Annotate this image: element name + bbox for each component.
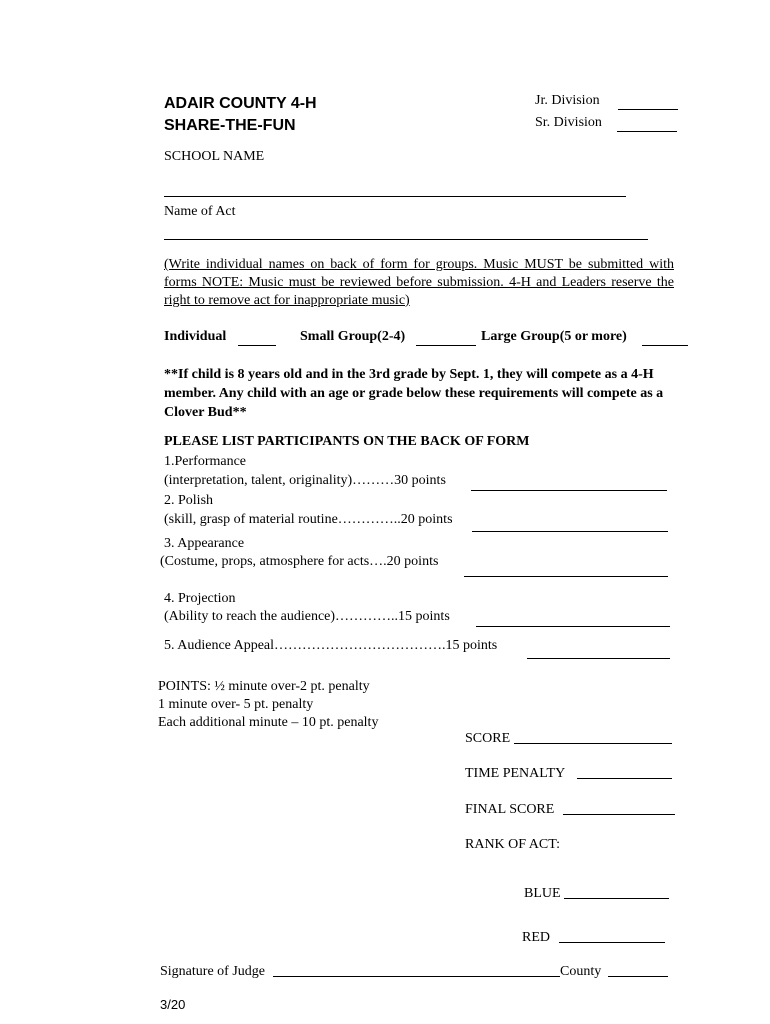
criteria-2-detail: (skill, grasp of material routine…………..20 points — [164, 512, 453, 527]
individual-label: Individual — [164, 329, 227, 344]
revision-date: 3/20 — [160, 997, 186, 1012]
criteria-5-score-field[interactable] — [527, 658, 670, 659]
criteria-4-title: 4. Projection — [164, 591, 236, 606]
small-group-label: Small Group(2-4) — [300, 329, 406, 344]
red-field[interactable] — [559, 942, 665, 943]
judge-signature-field[interactable] — [273, 976, 560, 977]
score-field[interactable] — [514, 743, 672, 744]
age-rule-text: **If child is 8 years old and in the 3rd grade by Sept. 1, they will compete as a 4-H member. Any child with an age or grade below these requirements will compete as a Clover Bud** — [164, 367, 664, 420]
participants-heading: PLEASE LIST PARTICIPANTS ON THE BACK OF FORM — [164, 434, 530, 449]
criteria-1-title: 1.Performance — [164, 454, 247, 469]
large-group-blank[interactable] — [642, 345, 688, 346]
criteria-5-title: 5. Audience Appeal……………………………….15 points — [164, 638, 498, 653]
criteria-4-detail: (Ability to reach the audience)…………..15 points — [164, 609, 450, 624]
criteria-3-score-field[interactable] — [464, 576, 668, 577]
time-penalty-field[interactable] — [577, 778, 672, 779]
name-of-act-field[interactable] — [164, 239, 648, 240]
penalty-line-2: 1 minute over- 5 pt. penalty — [158, 697, 314, 712]
sr-division-blank[interactable] — [617, 131, 677, 132]
blue-label: BLUE — [524, 886, 561, 901]
time-penalty-label: TIME PENALTY — [465, 766, 566, 781]
small-group-blank[interactable] — [416, 345, 476, 346]
school-name-label: SCHOOL NAME — [164, 149, 265, 164]
individual-blank[interactable] — [238, 345, 276, 346]
judge-signature-label: Signature of Judge — [160, 964, 265, 979]
criteria-2-title: 2. Polish — [164, 493, 214, 508]
jr-division-label: Jr. Division — [535, 93, 600, 108]
penalty-line-3: Each additional minute – 10 pt. penalty — [158, 715, 379, 730]
name-of-act-label: Name of Act — [164, 204, 236, 219]
blue-field[interactable] — [564, 898, 669, 899]
large-group-label: Large Group(5 or more) — [481, 329, 627, 344]
final-score-label: FINAL SCORE — [465, 802, 555, 817]
county-field[interactable] — [608, 976, 668, 977]
music-note: (Write individual names on back of form for groups. Music MUST be submitted with forms NOTE: Music must be reviewed before submission. 4-H and Leaders reserve the right to remove act for inappropriate music) — [164, 257, 674, 308]
sr-division-label: Sr. Division — [535, 115, 602, 130]
criteria-1-score-field[interactable] — [471, 490, 667, 491]
school-name-field[interactable] — [164, 196, 626, 197]
penalty-line-1: POINTS: ½ minute over-2 pt. penalty — [158, 679, 370, 694]
form-title-line1: ADAIR COUNTY 4-H — [164, 95, 317, 112]
criteria-2-score-field[interactable] — [472, 531, 668, 532]
rank-of-act-label: RANK OF ACT: — [465, 837, 560, 852]
form-title-line2: SHARE-THE-FUN — [164, 117, 296, 134]
criteria-1-detail: (interpretation, talent, originality)………30 points — [164, 473, 446, 488]
final-score-field[interactable] — [563, 814, 675, 815]
criteria-3-title: 3. Appearance — [164, 536, 245, 551]
county-label: County — [560, 964, 602, 979]
jr-division-blank[interactable] — [618, 109, 678, 110]
score-label: SCORE — [465, 731, 511, 746]
criteria-4-score-field[interactable] — [476, 626, 670, 627]
red-label: RED — [522, 930, 550, 945]
criteria-3-detail: (Costume, props, atmosphere for acts….20 points — [160, 554, 439, 569]
